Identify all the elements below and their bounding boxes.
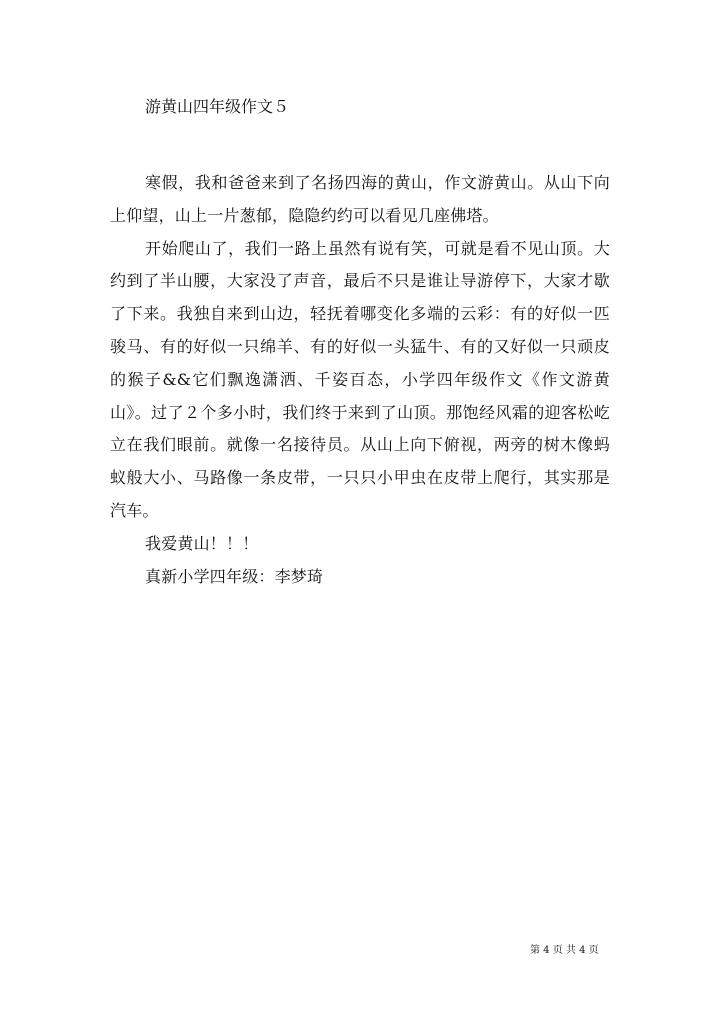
- page-number: 第 4 页 共 4 页: [530, 945, 599, 956]
- paragraph-climb: 开始爬山了，我们一路上虽然有说有笑，可就是看不见山顶。大约到了半山腰，大家没了声音，最后不只是谁让导游停下，大家才歇了下来。我独自来到山边，轻抚着哪变化多端的云彩：有的好似一匹骏马、有的好似一只绵羊、有的好似一头猛牛、有的又好似一只顽皮的猴子&&它们飘逸潇洒、千姿百态，小学四年级作文《作文游黄山》。过了２个多小时，我们终于来到了山顶。那饱经风霜的迎客松屹立在我们眼前。就像一名接待员。从山上向下俯视，两旁的树木像蚂蚁般大小、马路像一条皮带，一只只小甲虫在皮带上爬行，其实那是汽车。: [110, 238, 610, 520]
- document-title: 游黄山四年级作文５: [145, 97, 290, 116]
- paragraph-author: 真新小学四年级：李梦琦: [145, 566, 324, 586]
- paragraph-exclamation: 我爱黄山！！！: [145, 533, 259, 553]
- document-body: [110, 167, 610, 593]
- paragraph-intro: 寒假，我和爸爸来到了名扬四海的黄山，作文游黄山。从山下向上仰望，山上一片葱郁，隐隐约约可以看见几座佛塔。: [110, 173, 610, 225]
